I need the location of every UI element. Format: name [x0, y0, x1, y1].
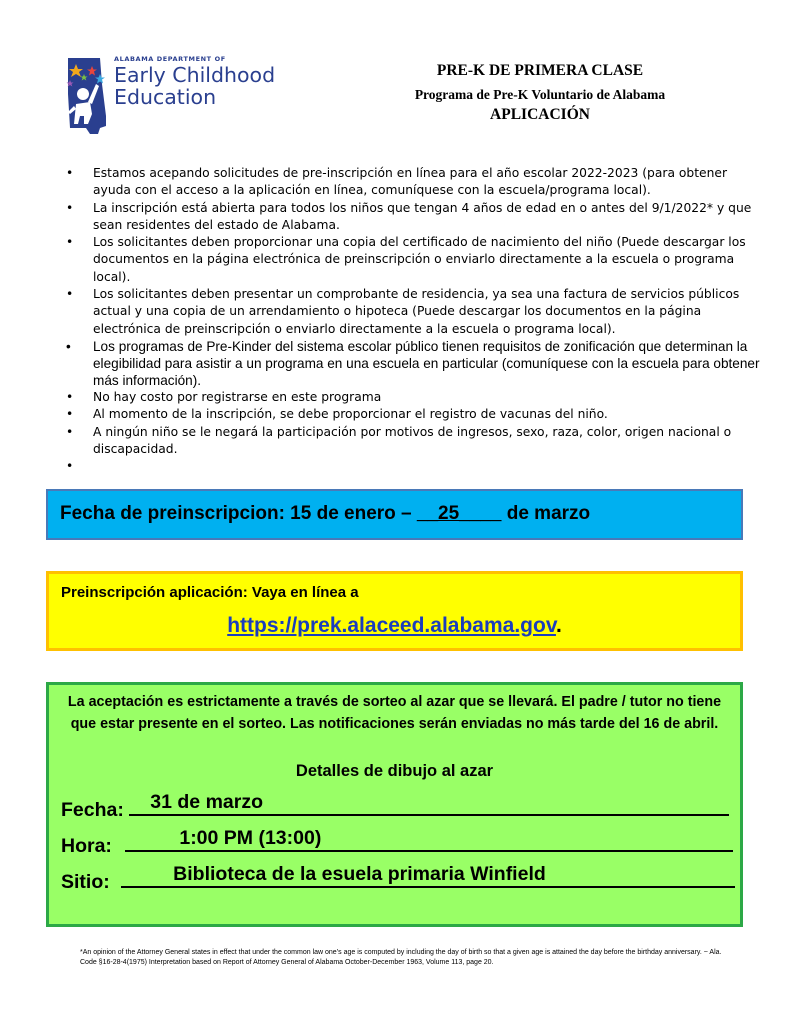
lottery-box: [46, 682, 743, 927]
registration-dates: [60, 503, 590, 525]
site-underline: [121, 865, 735, 888]
alabama-child-stars-icon: [62, 54, 112, 140]
list-item: • No hay costo por registrarse en este programa: [66, 389, 766, 406]
online-application-link-row: [49, 614, 740, 638]
list-item: • La inscripción está abierta para todos los niños que tengan 4 años de edad en o antes del 9/1/2022* y que sean residentes del estado de Alabama.: [66, 200, 766, 235]
date-underline: [129, 793, 729, 816]
link-period: .: [555, 614, 562, 637]
list-item: [66, 458, 766, 475]
registration-end-day: __25____: [416, 503, 502, 524]
logo: [62, 52, 292, 142]
registration-dates-label: Fecha de preinscripcion: 15 de enero –: [60, 503, 417, 524]
list-item: • Al momento de la inscripción, se debe proporcionar el registro de vacunas del niño.: [66, 406, 766, 423]
registration-dates-box: [46, 489, 743, 540]
list-item: • Los solicitantes deben presentar un comprobante de residencia, ya sea una factura de servicios públicos actual y una copia de un arrendamiento o hipoteca (Puede descargar los documentos en la página electrónica de preinscripción o enviarlo directamente a la escuela o programa local).: [66, 286, 766, 338]
time-value: 1:00 PM (13:00): [179, 827, 322, 849]
list-item: • Los programas de Pre-Kinder del sistema escolar público tienen requisitos de zonificación que determinan la elegibilidad para asistir a un programa en una escuela en particular (comuníquese con la escuela para obtener más información).: [66, 338, 766, 389]
page-subtitle: Programa de Pre-K Voluntario de Alabama: [414, 87, 666, 102]
logo-title-line2: Education: [114, 85, 217, 109]
time-label: Hora:: [61, 835, 112, 857]
logo-title-line1: Early Childhood: [114, 63, 276, 87]
application-heading: APLICACIÓN: [490, 106, 590, 123]
lottery-time-row: [61, 829, 733, 858]
lottery-date-row: [61, 793, 729, 822]
site-value: Biblioteca de la esuela primaria Winfield: [173, 863, 546, 885]
logo-title: [114, 64, 275, 108]
prek-website-link[interactable]: https://prek.alaceed.alabama.gov: [227, 614, 556, 637]
time-underline: [125, 829, 733, 852]
footnote: *An opinion of the Attorney General states in effect that under the common law one’s age is computed by including the day of birth so that a given age is attained the day before the birthday anniversary. ~ Ala. Code §16-28-4(1975) Interpretation based on Report of Attorney General of Alabama October-December 1963, Volume 113, page 20.: [80, 949, 722, 966]
logo-department-text: ALABAMA DEPARTMENT OF: [114, 55, 226, 63]
list-item: • Estamos acepando solicitudes de pre-inscripción en línea para el año escolar 2022-2023 (para obtener ayuda con el acceso a la aplicación en línea, comuníquese con la escuela/programa local).: [66, 165, 766, 200]
lottery-text: La aceptación es estrictamente a través de sorteo al azar que se llevará. El padre / tutor no tiene que estar presente en el sorteo. Las notificaciones serán enviadas no más tarde del 16 de abril.: [67, 694, 722, 732]
lottery-site-row: [61, 865, 735, 894]
page-title: PRE-K DE PRIMERA CLASE: [436, 62, 644, 79]
date-value: 31 de marzo: [150, 791, 263, 813]
list-item: • Los solicitantes deben proporcionar una copia del certificado de nacimiento del niño (Puede descargar los documentos en la página electrónica de preinscripción o enviarlo directamente a la escuela o programa local).: [66, 234, 766, 286]
site-label: Sitio:: [61, 871, 110, 893]
requirements-list: [66, 165, 766, 475]
lottery-details-title: Detalles de dibujo al azar: [295, 762, 494, 780]
list-item: • A ningún niño se le negará la participación por motivos de ingresos, sexo, raza, color, origen nacional o discapacidad.: [66, 424, 766, 459]
registration-end-month: de marzo: [501, 503, 591, 524]
online-application-box: [46, 571, 743, 651]
date-label: Fecha:: [61, 799, 124, 821]
online-application-label: Preinscripción aplicación: Vaya en línea a: [61, 584, 359, 601]
